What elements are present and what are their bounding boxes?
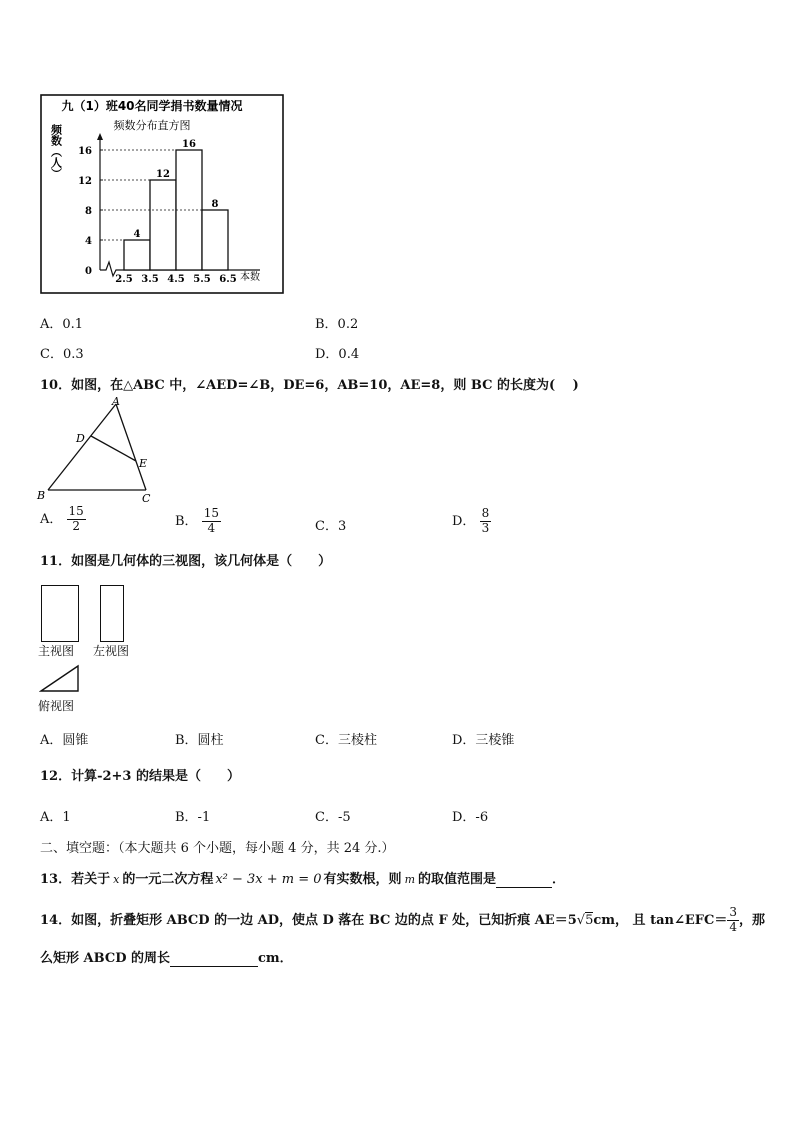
bar-value-label: 8 bbox=[211, 199, 219, 210]
point-b-label: B bbox=[37, 489, 46, 502]
x-tick-label: 6.5 bbox=[219, 274, 237, 285]
y-tick-label: 16 bbox=[78, 146, 92, 157]
q9-option-c[interactable]: C．0.3 bbox=[40, 347, 84, 362]
x-tick-label: 3.5 bbox=[141, 274, 159, 285]
q14-line2-b: cm． bbox=[258, 951, 293, 966]
q11-option-d[interactable]: D．三棱锥 bbox=[452, 733, 515, 748]
histogram-bar bbox=[124, 240, 150, 270]
q10-option-b[interactable] bbox=[175, 507, 221, 536]
q10-stem: 10．如图，在△ABC 中，∠AED=∠B，DE=6，AB=10，AE=8，则 BC 的长度为( ) bbox=[40, 378, 579, 393]
q12-option-b[interactable]: B．-1 bbox=[175, 810, 211, 825]
left-view-label: 左视图 bbox=[93, 644, 130, 658]
q11-stem: 11．如图是几何体的三视图，该几何体是（ ） bbox=[40, 554, 332, 569]
q10-option-a-fraction: $\frac{15}{2}$ bbox=[68, 504, 84, 533]
q10-option-d-label: D． bbox=[452, 513, 476, 529]
q13-line bbox=[40, 868, 565, 888]
q12-option-d[interactable]: D．-6 bbox=[452, 810, 489, 825]
q14-line2-a: 么矩形 ABCD 的周长 bbox=[40, 951, 170, 966]
chart-subtitle: 频数分布直方图 bbox=[113, 119, 191, 132]
y-axis-label: 频数（人） bbox=[49, 124, 63, 179]
q14-line1-b: cm， 且 tan∠EFC＝ bbox=[593, 912, 728, 928]
section-heading: 二、填空题：（本大题共 6 个小题，每小题 4 分，共 24 分.） bbox=[40, 841, 395, 856]
q10-option-c[interactable]: C．3 bbox=[315, 519, 347, 534]
histogram-bar bbox=[202, 210, 228, 270]
q12-option-a[interactable]: A．1 bbox=[40, 810, 71, 825]
x-tick-label: 5.5 bbox=[193, 274, 211, 285]
y-axis-arrow bbox=[97, 133, 103, 140]
q10-option-b-fraction: $\frac{15}{4}$ bbox=[203, 506, 219, 535]
y-tick-label: 0 bbox=[85, 266, 92, 277]
q13-var-x: x bbox=[113, 873, 120, 886]
bar-value-label: 4 bbox=[133, 229, 141, 240]
q10-option-a-label: A． bbox=[40, 511, 63, 527]
q12-option-c[interactable]: C．-5 bbox=[315, 810, 351, 825]
q14-sqrt-value: 5 bbox=[585, 912, 594, 928]
q13-mid2: 有实数根，则 bbox=[323, 872, 402, 887]
top-view-shape bbox=[39, 664, 81, 694]
histogram-chart bbox=[40, 94, 284, 294]
q13-var-m: m bbox=[404, 873, 415, 886]
x-axis-label: 本数 bbox=[240, 272, 260, 283]
point-c-label: C bbox=[142, 492, 151, 505]
q14-line1-c: ，那 bbox=[738, 912, 765, 928]
q13-suffix: 的取值范围是 bbox=[418, 872, 497, 887]
top-view-label: 俯视图 bbox=[38, 699, 75, 713]
q14-answer-blank[interactable] bbox=[170, 951, 258, 967]
point-d-label: D bbox=[76, 432, 85, 445]
q11-option-b[interactable]: B．圆柱 bbox=[175, 733, 224, 748]
q9-option-d[interactable]: D．0.4 bbox=[315, 347, 360, 362]
q9-option-a[interactable]: A．0.1 bbox=[40, 317, 84, 332]
q11-option-c[interactable]: C．三棱柱 bbox=[315, 733, 377, 748]
q13-prefix: 13．若关于 bbox=[40, 872, 111, 887]
point-e-label: E bbox=[139, 457, 148, 470]
q14-line1 bbox=[40, 906, 765, 935]
q13-end: ． bbox=[552, 872, 566, 887]
y-tick-label: 12 bbox=[78, 176, 92, 187]
point-a-label: A bbox=[112, 396, 120, 408]
x-tick-label: 2.5 bbox=[115, 274, 133, 285]
front-view-shape bbox=[41, 585, 79, 642]
q10-option-b-label: B． bbox=[175, 513, 198, 529]
q12-stem: 12．计算-2+3 的结果是（ ） bbox=[40, 769, 240, 784]
q13-mid: 的一元二次方程 bbox=[122, 872, 214, 887]
q14-fraction: $\frac{3}{4}$ bbox=[729, 905, 737, 934]
bar-value-label: 16 bbox=[182, 139, 196, 150]
q13-answer-blank[interactable] bbox=[496, 872, 552, 888]
q10-option-a[interactable] bbox=[40, 505, 86, 534]
chart-title: 九（1）班40名同学捐书数量情况 bbox=[61, 99, 243, 113]
q14-line2 bbox=[40, 947, 293, 967]
bar-value-label: 12 bbox=[156, 169, 170, 180]
left-view-shape bbox=[100, 585, 124, 642]
q9-option-b[interactable]: B．0.2 bbox=[315, 317, 359, 332]
q14-line1-a: 14．如图，折叠矩形 ABCD 的一边 AD，使点 D 落在 BC 边的点 F 处，已知折痕 AE＝5 bbox=[40, 912, 577, 928]
triangle-figure bbox=[36, 396, 166, 506]
y-tick-label: 8 bbox=[85, 206, 92, 217]
q13-equation: x² − 3x + m = 0 bbox=[215, 872, 322, 887]
sqrt-symbol: √ bbox=[576, 912, 586, 928]
y-tick-label: 4 bbox=[85, 236, 92, 247]
q10-option-d[interactable] bbox=[452, 507, 491, 536]
histogram-bar bbox=[150, 180, 176, 270]
front-view-label: 主视图 bbox=[38, 644, 75, 658]
histogram-figure bbox=[40, 94, 284, 294]
q11-option-a[interactable]: A．圆锥 bbox=[40, 733, 89, 748]
x-tick-label: 4.5 bbox=[167, 274, 185, 285]
q10-option-d-fraction: $\frac{8}{3}$ bbox=[481, 506, 490, 535]
